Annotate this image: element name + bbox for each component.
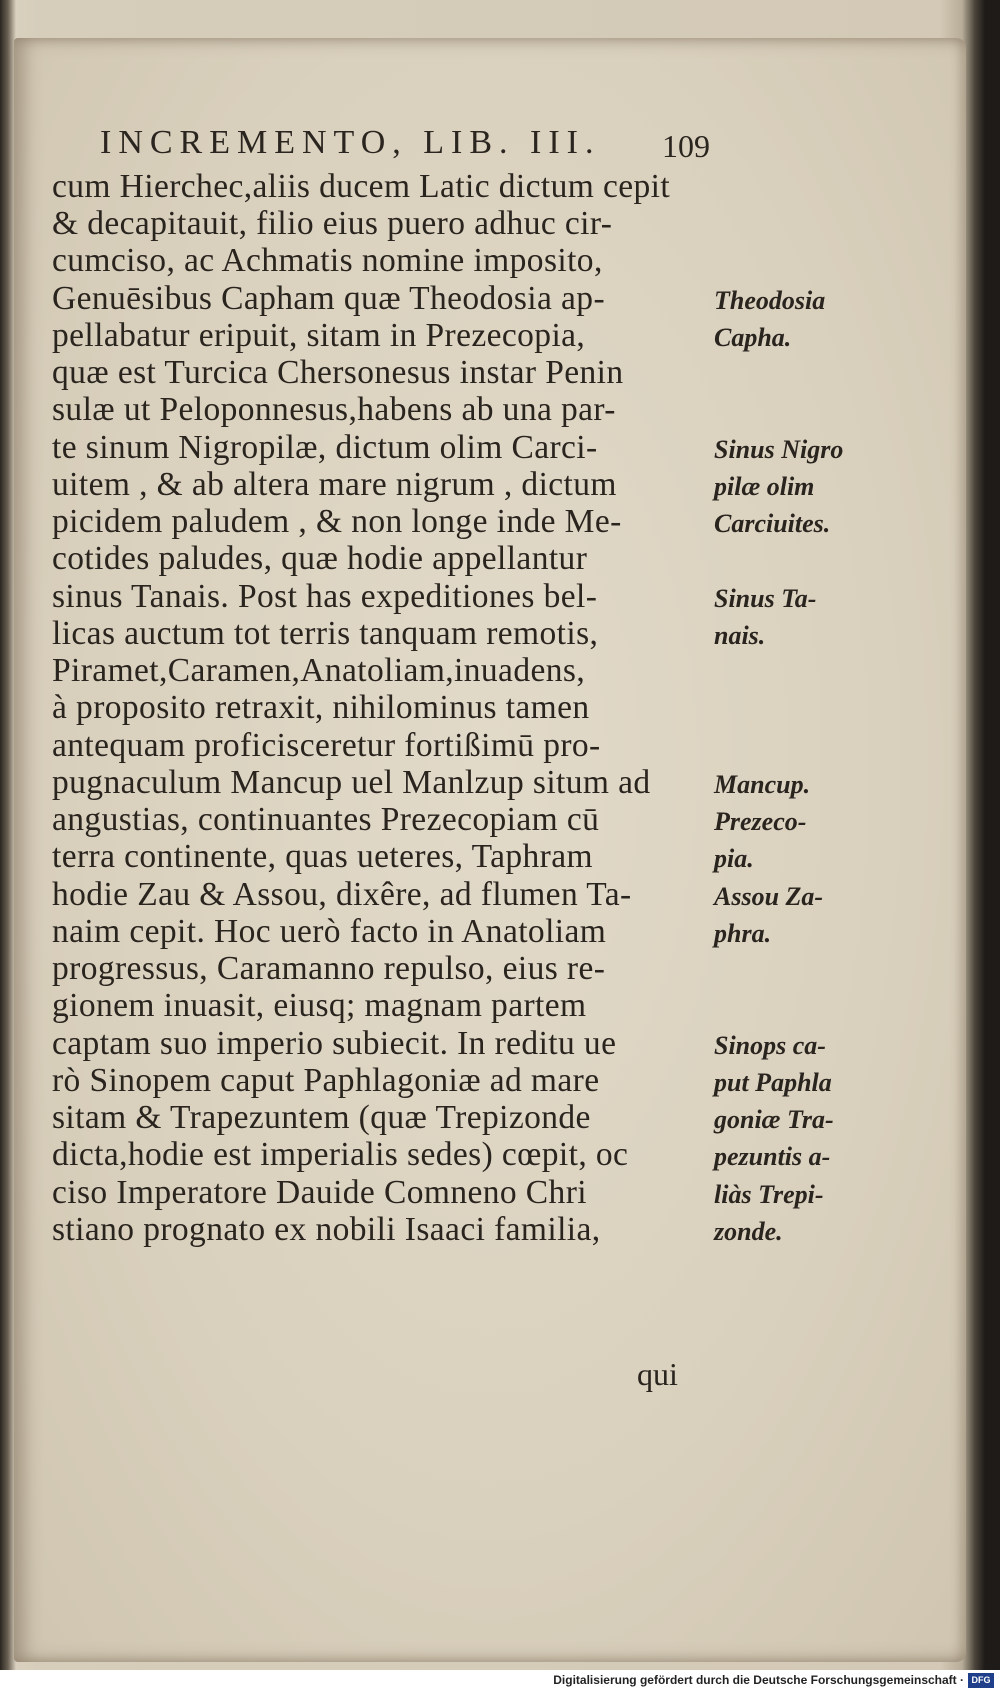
margin-note: Carciuites. [714, 509, 831, 538]
margin-note: Sinus Nigro [714, 435, 844, 464]
body-line: te sinum Nigropilæ, dictum olim Carci- [52, 429, 598, 466]
margin-note: pezuntis a- [714, 1142, 831, 1171]
margin-note: put Paphla [714, 1068, 832, 1097]
page-number: 109 [662, 128, 710, 164]
body-line: Piramet,Caramen,Anatoliam,inuadens, [52, 652, 586, 689]
body-line: rò Sinopem caput Paphlagoniæ ad mare [52, 1062, 600, 1099]
dfg-logo-icon: DFG [968, 1673, 994, 1688]
body-line: terra continente, quas ueteres, Taphram [52, 838, 593, 875]
body-line: naim cepit. Hoc uerò facto in Anatoliam [52, 913, 607, 950]
margin-note: Assou Za- [714, 882, 824, 911]
margin-note: Mancup. [714, 770, 811, 799]
body-line: dicta,hodie est imperialis sedes) cœpit, oc [52, 1136, 629, 1173]
body-line: hodie Zau & Assou, dixêre, ad flumen Ta- [52, 876, 632, 913]
margin-note: nais. [714, 621, 766, 650]
margin-note: goniæ Tra- [714, 1105, 834, 1134]
catchword: qui [637, 1356, 678, 1392]
body-line: gionem inuasit, eiusq; magnam partem [52, 987, 587, 1024]
body-line: licas auctum tot terris tanquam remotis, [52, 615, 599, 652]
body-line: captam suo imperio subiecit. In reditu ue [52, 1025, 617, 1062]
running-head: INCREMENTO, LIB. III. [100, 124, 601, 161]
body-line: à proposito retraxit, nihilominus tamen [52, 689, 590, 726]
body-line: sinus Tanais. Post has expeditiones bel- [52, 578, 598, 615]
book-page [14, 38, 966, 1662]
body-line: Genuēsibus Capham quæ Theodosia ap- [52, 280, 606, 317]
margin-note: pia. [714, 844, 754, 873]
body-line: & decapitauit, filio eius puero adhuc cir- [52, 205, 613, 242]
footer-bar [0, 1670, 1000, 1693]
body-line: picidem paludem , & non longe inde Me- [52, 503, 622, 540]
body-line: progressus, Caramanno repulso, eius re- [52, 950, 606, 987]
body-line: uitem , & ab altera mare nigrum , dictum [52, 466, 617, 503]
margin-note: Sinus Ta- [714, 584, 817, 613]
margin-note: phra. [714, 919, 772, 948]
body-line: cotides paludes, quæ hodie appellantur [52, 540, 588, 577]
margin-note: Capha. [714, 323, 792, 352]
margin-note: Sinops ca- [714, 1031, 826, 1060]
footer-credit: Digitalisierung gefördert durch die Deutsche Forschungsgemeinschaft · [553, 1673, 964, 1687]
margin-note: Theodosia [714, 286, 826, 315]
body-line: angustias, continuantes Prezecopiam cū [52, 801, 600, 838]
body-line: antequam proficisceretur fortißimū pro- [52, 727, 601, 764]
body-line: sitam & Trapezuntem (quæ Trepizonde [52, 1099, 591, 1136]
body-line: quæ est Turcica Chersonesus instar Penin [52, 354, 624, 391]
body-line: stiano prognato ex nobili Isaaci familia, [52, 1211, 601, 1248]
body-line: cum Hierchec,aliis ducem Latic dictum cepit [52, 168, 671, 205]
margin-note: liàs Trepi- [714, 1180, 824, 1209]
margin-note: Prezeco- [714, 807, 807, 836]
body-line: ciso Imperatore Dauide Comneno Chri [52, 1174, 587, 1211]
body-line: sulæ ut Peloponnesus,habens ab una par- [52, 391, 616, 428]
margin-note: pilæ olim [714, 472, 815, 501]
body-line: cumciso, ac Achmatis nomine imposito, [52, 242, 603, 279]
body-line: pugnaculum Mancup uel Manlzup situm ad [52, 764, 651, 801]
margin-note: zonde. [714, 1217, 783, 1246]
body-line: pellabatur eripuit, sitam in Prezecopia, [52, 317, 586, 354]
